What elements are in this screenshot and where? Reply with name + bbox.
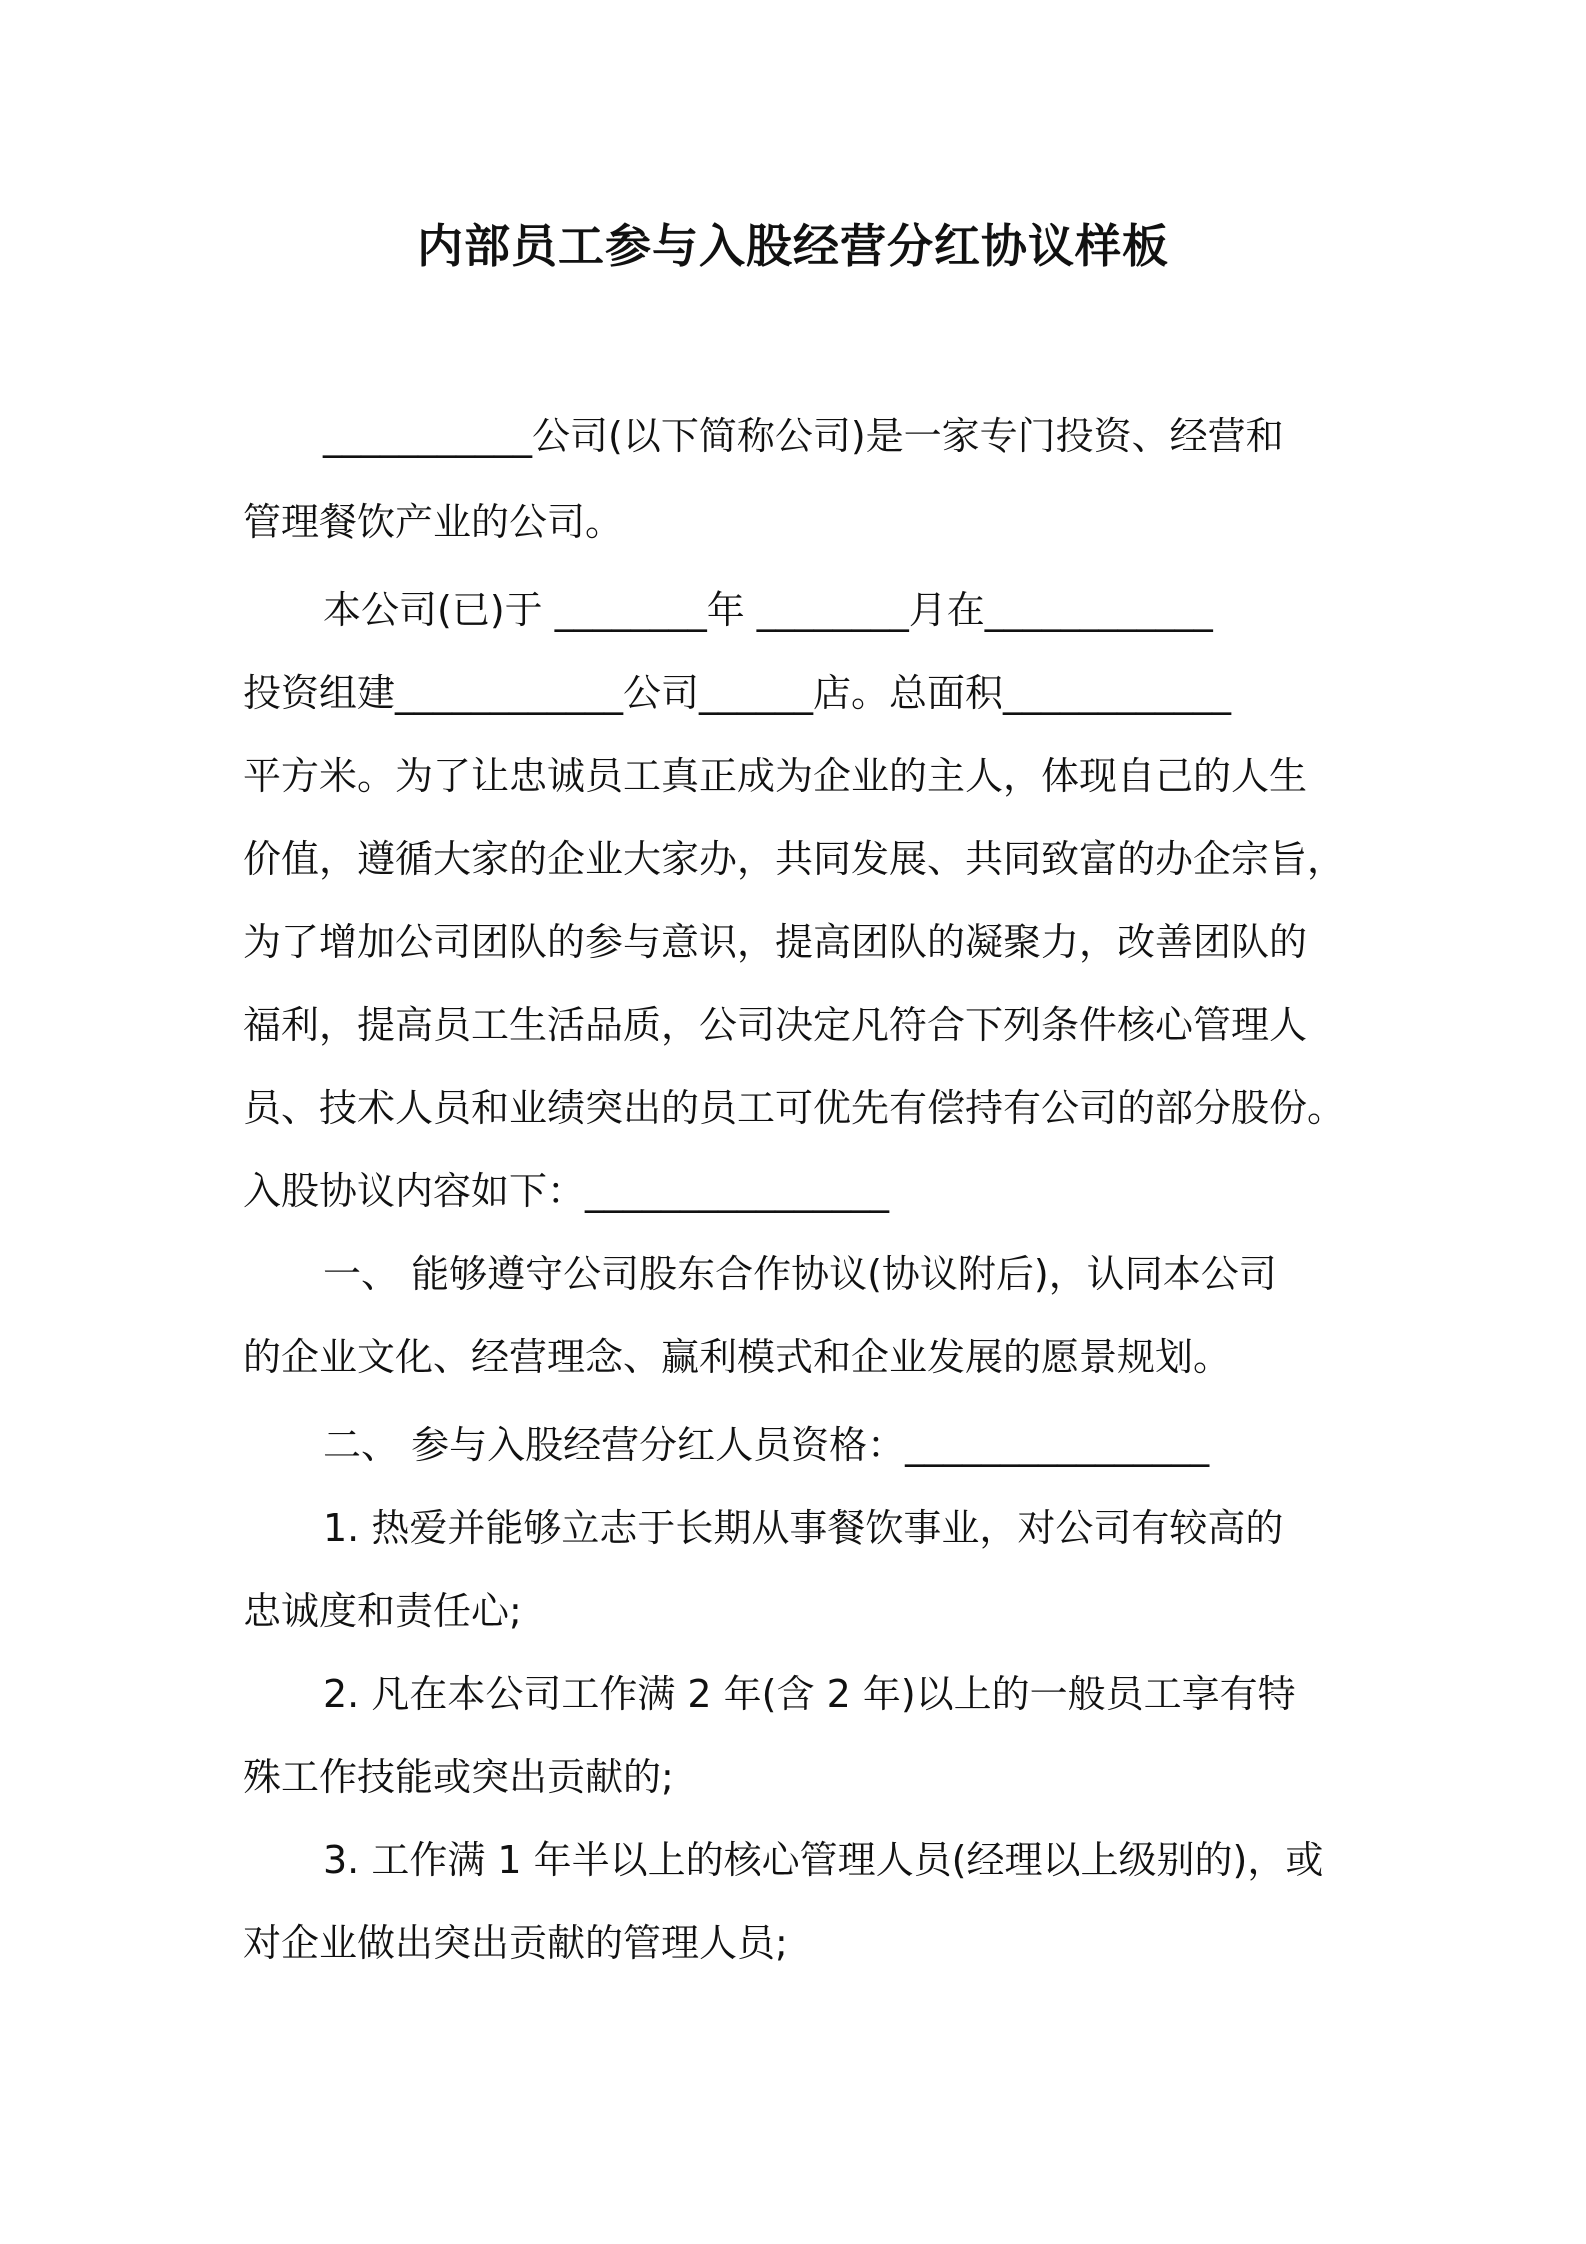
text-line: 3. 工作满 1 年半以上的核心管理人员(经理以上级别的)，或 bbox=[323, 1838, 1324, 1882]
text-line: 投资组建____________公司______店。总面积____________ bbox=[243, 671, 1232, 715]
text-line: 2. 凡在本公司工作满 2 年(含 2 年)以上的一般员工享有特 bbox=[323, 1672, 1296, 1716]
document-title: 内部员工参与入股经营分红协议样板 bbox=[417, 219, 1169, 273]
text-line: 的企业文化、经营理念、赢利模式和企业发展的愿景规划。 bbox=[243, 1335, 1232, 1379]
text-line: 忠诚度和责任心; bbox=[243, 1589, 522, 1633]
text-line: 对企业做出突出贡献的管理人员; bbox=[243, 1921, 788, 1965]
text-line: ___________公司(以下简称公司)是一家专门投资、经营和 bbox=[323, 414, 1284, 458]
text-line: 平方米。为了让忠诚员工真正成为企业的主人，体现自己的人生 bbox=[243, 754, 1308, 798]
text-line: 员、技术人员和业绩突出的员工可优先有偿持有公司的部分股份。 bbox=[243, 1086, 1346, 1130]
text-line: 为了增加公司团队的参与意识，提高团队的凝聚力，改善团队的 bbox=[243, 920, 1308, 964]
text-line: 入股协议内容如下：________________ bbox=[243, 1169, 890, 1213]
text-line: 管理餐饮产业的公司。 bbox=[243, 500, 624, 544]
text-line: 1. 热爱并能够立志于长期从事餐饮事业，对公司有较高的 bbox=[323, 1506, 1284, 1550]
text-line: 本公司(已)于 ________年 ________月在____________ bbox=[323, 588, 1213, 632]
text-line: 殊工作技能或突出贡献的; bbox=[243, 1755, 674, 1799]
text-line: 一、 能够遵守公司股东合作协议(协议附后)，认同本公司 bbox=[323, 1252, 1277, 1296]
text-line: 价值，遵循大家的企业大家办，共同发展、共同致富的办企宗旨， bbox=[243, 837, 1346, 881]
text-line: 福利，提高员工生活品质，公司决定凡符合下列条件核心管理人 bbox=[243, 1003, 1308, 1047]
text-line: 二、 参与入股经营分红人员资格：________________ bbox=[323, 1423, 1210, 1467]
